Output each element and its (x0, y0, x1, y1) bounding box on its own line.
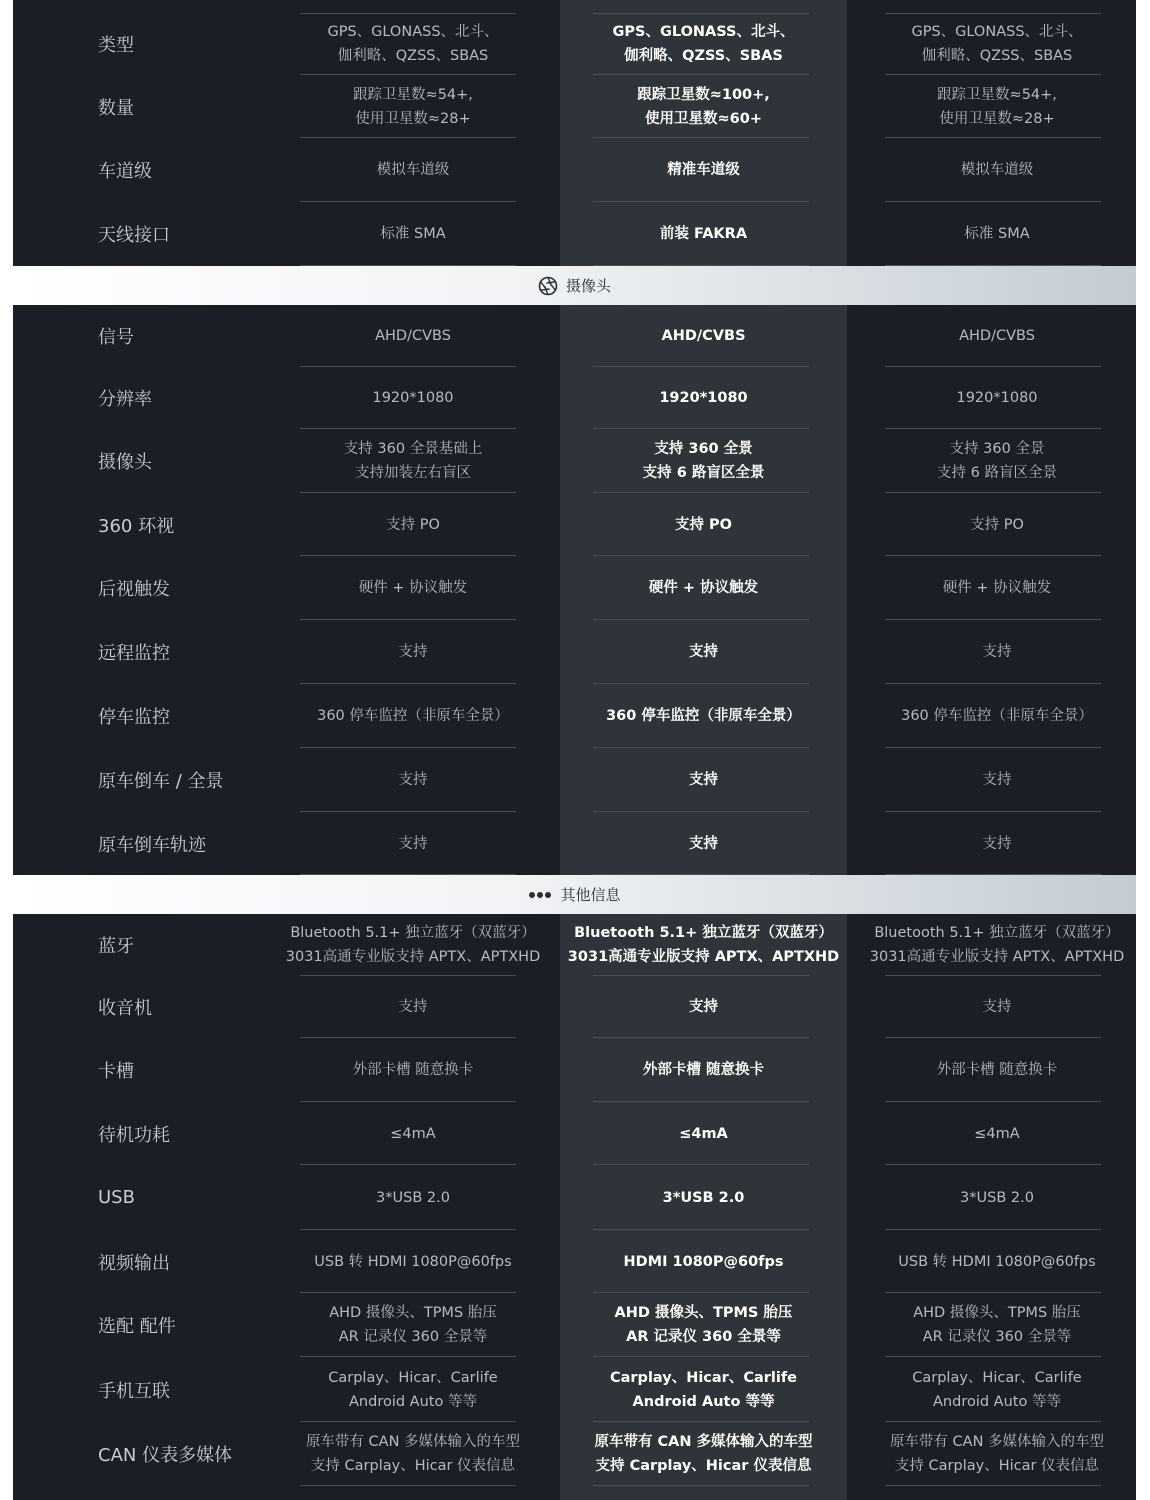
spec-value-model-3 (869, 1293, 1125, 1357)
spec-value-line: 支持 6 路盲区全景 (642, 465, 765, 481)
spec-row (13, 1165, 1136, 1230)
spec-label: 360 环视 (98, 515, 175, 537)
spec-value-line: 支持 360 全景基础上 (343, 441, 483, 457)
spec-label: 视频输出 (98, 1252, 170, 1274)
row-divider (885, 1485, 1101, 1486)
spec-value-model-3 (869, 976, 1125, 1038)
spec-row (13, 1422, 1136, 1486)
spec-value-line: 伽利略、QZSS、SBAS (921, 48, 1073, 64)
spec-value-model-2 (570, 75, 837, 138)
camera-spec-table (13, 305, 1136, 875)
spec-row (13, 202, 1136, 266)
spec-value-model-3 (869, 1357, 1125, 1422)
spec-value-model-3 (869, 812, 1125, 875)
spec-row (13, 914, 1136, 976)
spec-label: 原车倒车轨迹 (98, 834, 206, 856)
spec-value-model-3 (869, 367, 1125, 429)
spec-label: USB (98, 1187, 135, 1208)
spec-value-line: 支持 (982, 772, 1012, 788)
spec-value-line: 3031高通专业版支持 APTX、APTXHD (869, 949, 1125, 965)
spec-value-model-1 (283, 367, 543, 429)
spec-label: 收音机 (98, 998, 152, 1019)
spec-value-line: 3031高通专业版支持 APTX、APTXHD (285, 949, 541, 965)
spec-value-model-3 (869, 138, 1125, 202)
spec-value-line: 支持 (398, 644, 428, 660)
spec-value-model-3 (869, 305, 1125, 367)
spec-value-line: 原车带有 CAN 多媒体输入的车型 (594, 1434, 813, 1450)
spec-value-line: 3*USB 2.0 (376, 1189, 450, 1206)
spec-value-line: Carplay、Hicar、Carlife (328, 1369, 498, 1386)
spec-label: 远程监控 (98, 643, 170, 664)
spec-value-line: 支持加装左右盲区 (355, 465, 471, 481)
spec-value-line: Carplay、Hicar、Carlife (912, 1369, 1082, 1386)
spec-value-line: 支持 (689, 644, 718, 660)
spec-value-model-3 (869, 202, 1125, 266)
spec-value-line: 360 停车监控（非原车全景） (606, 708, 801, 724)
spec-value-line: AHD 摄像头、TPMS 胎压 (329, 1305, 497, 1321)
spec-value-line: 3*USB 2.0 (662, 1189, 745, 1206)
spec-value-line: AHD 摄像头、TPMS 胎压 (614, 1305, 793, 1321)
spec-value-line: 1920*1080 (372, 390, 454, 406)
spec-value-line: Bluetooth 5.1+ 独立蓝牙（双蓝牙） (874, 925, 1120, 941)
spec-value-line: Bluetooth 5.1+ 独立蓝牙（双蓝牙） (574, 925, 833, 941)
spec-value-line: AR 记录仪 360 全景等 (922, 1329, 1072, 1345)
spec-row (13, 1038, 1136, 1102)
spec-value-line: 支持 PO (674, 516, 732, 533)
spec-value-line: 支持 (689, 999, 718, 1015)
spec-value-line: 3031高通专业版支持 APTX、APTXHD (567, 949, 840, 965)
spec-value-line: 伽利略、QZSS、SBAS (337, 48, 489, 64)
spec-value-line: 支持 PO (970, 516, 1024, 533)
spec-value-line: AHD/CVBS (375, 328, 451, 344)
spec-value-model-3 (869, 1230, 1125, 1293)
other-info-spec-table (13, 914, 1136, 1500)
spec-value-line: 3*USB 2.0 (960, 1189, 1034, 1206)
spec-label: 选配 配件 (98, 1316, 176, 1337)
spec-value-line: 硬件 + 协议触发 (648, 580, 759, 596)
spec-value-model-3 (869, 620, 1125, 684)
spec-value-line: 跟踪卫星数≈100+, (637, 86, 770, 103)
spec-value-line: 使用卫星数≈28+ (939, 110, 1055, 127)
spec-value-model-1 (283, 305, 543, 367)
spec-row (13, 75, 1136, 138)
spec-value-line: GPS、GLONASS、北斗、 (612, 24, 795, 40)
spec-label: 摄像头 (98, 452, 152, 473)
spec-value-model-1 (283, 429, 543, 493)
spec-value-model-3 (869, 556, 1125, 620)
spec-value-line: 支持 (689, 772, 718, 788)
spec-value-line: AR 记录仪 360 全景等 (626, 1329, 781, 1345)
spec-value-model-1 (283, 493, 543, 556)
spec-value-model-1 (283, 1422, 543, 1486)
spec-value-model-1 (283, 976, 543, 1038)
spec-value-line: 支持 (982, 999, 1012, 1015)
spec-value-model-2 (570, 1357, 837, 1422)
spec-value-line: 支持 (398, 835, 428, 852)
spec-value-model-2 (567, 914, 840, 976)
spec-label: 蓝牙 (98, 936, 134, 957)
spec-row (13, 1293, 1136, 1357)
spec-value-model-1 (283, 556, 543, 620)
spec-value-model-1 (283, 1038, 543, 1102)
spec-value-model-1 (283, 75, 543, 138)
spec-row (13, 305, 1136, 367)
spec-value-line: 硬件 + 协议触发 (358, 580, 468, 596)
spec-value-line: 1920*1080 (659, 390, 748, 406)
spec-value-model-1 (283, 13, 543, 75)
spec-value-model-3 (869, 1102, 1125, 1165)
spec-value-line: 支持 (982, 644, 1012, 660)
spec-value-line: 前装 FAKRA (659, 226, 748, 242)
spec-value-line: 模拟车道级 (376, 162, 450, 178)
spec-value-line: AHD 摄像头、TPMS 胎压 (913, 1305, 1081, 1321)
spec-value-line: ≤4mA (679, 1125, 728, 1142)
spec-value-model-2 (570, 1102, 837, 1165)
spec-value-model-2 (570, 748, 837, 812)
spec-value-line: 模拟车道级 (960, 162, 1034, 178)
spec-value-model-3 (869, 1038, 1125, 1102)
spec-label: 停车监控 (98, 707, 170, 728)
spec-row (13, 748, 1136, 812)
spec-label: 原车倒车 / 全景 (98, 771, 224, 792)
spec-value-model-2 (570, 429, 837, 493)
spec-value-line: 原车带有 CAN 多媒体输入的车型 (305, 1434, 521, 1450)
spec-value-line: 伽利略、QZSS、SBAS (624, 48, 783, 64)
spec-row (13, 367, 1136, 429)
spec-value-model-1 (283, 138, 543, 202)
spec-value-line: 支持 Carplay、Hicar 仪表信息 (894, 1458, 1100, 1474)
spec-value-line: 支持 (982, 835, 1012, 852)
spec-value-line: Carplay、Hicar、Carlife (609, 1369, 797, 1386)
spec-label: CAN 仪表多媒体 (98, 1445, 233, 1466)
spec-value-model-3 (869, 914, 1125, 976)
spec-value-model-1 (283, 1293, 543, 1357)
spec-value-line: Bluetooth 5.1+ 独立蓝牙（双蓝牙） (290, 925, 536, 941)
spec-value-line: 支持 Carplay、Hicar 仪表信息 (595, 1458, 812, 1474)
spec-value-line: 支持 360 全景 (654, 441, 753, 457)
spec-value-model-2 (570, 1422, 837, 1486)
spec-value-model-2 (570, 202, 837, 266)
spec-value-model-1 (283, 1165, 543, 1230)
spec-value-line: 外部卡槽 随意换卡 (936, 1062, 1058, 1078)
spec-value-line: 精准车道级 (667, 162, 740, 178)
spec-value-model-1 (283, 684, 543, 748)
spec-value-line: GPS、GLONASS、北斗、 (911, 24, 1083, 40)
spec-value-line: Android Auto 等等 (632, 1393, 775, 1410)
spec-row (13, 1230, 1136, 1293)
spec-row (13, 976, 1136, 1038)
spec-value-model-2 (570, 1293, 837, 1357)
spec-row (13, 493, 1136, 556)
spec-value-line: 360 停车监控（非原车全景） (317, 708, 509, 724)
section-header-other-info (13, 875, 1136, 914)
positioning-spec-table (13, 0, 1136, 266)
spec-value-line: 原车带有 CAN 多媒体输入的车型 (889, 1434, 1105, 1450)
spec-value-model-2 (570, 1230, 837, 1293)
spec-value-line: HDMI 1080P@60fps (623, 1253, 784, 1270)
spec-value-line: 跟踪卫星数≈54+, (353, 86, 473, 103)
spec-value-line: 支持 (398, 999, 428, 1015)
spec-label: 卡槽 (98, 1061, 134, 1082)
spec-label: 类型 (98, 35, 134, 56)
spec-value-line: 1920*1080 (956, 390, 1038, 406)
spec-value-model-3 (869, 429, 1125, 493)
spec-label: 数量 (98, 97, 134, 119)
spec-value-model-3 (869, 1165, 1125, 1230)
spec-value-model-1 (283, 914, 543, 976)
spec-value-model-2 (570, 1165, 837, 1230)
spec-value-model-2 (570, 367, 837, 429)
spec-value-line: 支持 6 路盲区全景 (937, 465, 1057, 481)
spec-value-model-1 (283, 748, 543, 812)
spec-value-model-3 (869, 748, 1125, 812)
section-header-camera (13, 266, 1136, 305)
spec-label: 待机功耗 (98, 1124, 170, 1146)
spec-value-line: 外部卡槽 随意换卡 (352, 1062, 474, 1078)
spec-value-model-3 (869, 13, 1125, 75)
section-title: 摄像头 (565, 277, 611, 295)
spec-row (13, 620, 1136, 684)
spec-value-line: Android Auto 等等 (933, 1393, 1061, 1410)
spec-value-line: 支持 (689, 835, 718, 852)
spec-value-line: Android Auto 等等 (349, 1393, 477, 1410)
spec-value-model-3 (869, 1422, 1125, 1486)
spec-value-line: 支持 (398, 772, 428, 788)
spec-value-model-2 (570, 493, 837, 556)
spec-value-line: USB 转 HDMI 1080P@60fps (898, 1253, 1096, 1270)
spec-value-model-1 (283, 1357, 543, 1422)
spec-value-line: 标准 SMA (380, 226, 446, 242)
spec-value-line: ≤4mA (390, 1125, 436, 1142)
section-title: 其他信息 (560, 886, 621, 904)
spec-row (13, 1357, 1136, 1422)
spec-value-model-1 (283, 620, 543, 684)
spec-value-line: 外部卡槽 随意换卡 (642, 1062, 765, 1078)
spec-value-line: 硬件 + 协议触发 (942, 580, 1052, 596)
spec-value-model-2 (570, 13, 837, 75)
spec-value-model-3 (869, 684, 1125, 748)
spec-label: 天线接口 (98, 225, 170, 246)
row-divider (593, 1485, 809, 1486)
spec-row (13, 138, 1136, 202)
spec-value-line: GPS、GLONASS、北斗、 (327, 24, 499, 40)
spec-value-line: USB 转 HDMI 1080P@60fps (314, 1253, 512, 1270)
spec-value-model-2 (570, 556, 837, 620)
spec-value-line: 跟踪卫星数≈54+, (937, 86, 1057, 103)
spec-value-line: 360 停车监控（非原车全景） (901, 708, 1093, 724)
spec-label: 后视触发 (98, 579, 170, 600)
spec-value-model-2 (570, 305, 837, 367)
spec-value-model-2 (570, 976, 837, 1038)
spec-value-model-3 (869, 493, 1125, 556)
row-divider (300, 1485, 516, 1486)
spec-value-line: 使用卫星数≈28+ (355, 110, 471, 127)
spec-value-model-2 (570, 620, 837, 684)
spec-label: 车道级 (98, 161, 152, 182)
spec-value-line: 支持 360 全景 (949, 441, 1045, 457)
spec-row (13, 684, 1136, 748)
camera-aperture-icon (538, 276, 558, 296)
spec-value-line: 使用卫星数≈60+ (645, 110, 762, 127)
spec-value-line: AHD/CVBS (959, 328, 1035, 344)
spec-value-line: 支持 Carplay、Hicar 仪表信息 (310, 1458, 516, 1474)
spec-row (13, 556, 1136, 620)
spec-value-model-2 (570, 1038, 837, 1102)
spec-value-line: 支持 PO (386, 516, 440, 533)
spec-value-model-1 (283, 812, 543, 875)
spec-label: 手机互联 (98, 1380, 170, 1402)
spec-label: 信号 (98, 327, 134, 348)
spec-value-line: AR 记录仪 360 全景等 (338, 1329, 488, 1345)
spec-value-line: ≤4mA (974, 1125, 1020, 1142)
spec-value-model-1 (283, 1102, 543, 1165)
spec-value-model-2 (570, 138, 837, 202)
spec-value-model-3 (869, 75, 1125, 138)
spec-value-model-1 (283, 202, 543, 266)
spec-row (13, 13, 1136, 75)
spec-value-model-2 (570, 812, 837, 875)
spec-row (13, 1102, 1136, 1165)
spec-value-model-1 (283, 1230, 543, 1293)
spec-row (13, 429, 1136, 493)
more-dots-icon (528, 891, 552, 899)
spec-value-line: AHD/CVBS (661, 328, 746, 344)
spec-value-model-2 (570, 684, 837, 748)
spec-row (13, 812, 1136, 875)
spec-value-line: 标准 SMA (964, 226, 1030, 242)
spec-label: 分辨率 (98, 389, 152, 410)
